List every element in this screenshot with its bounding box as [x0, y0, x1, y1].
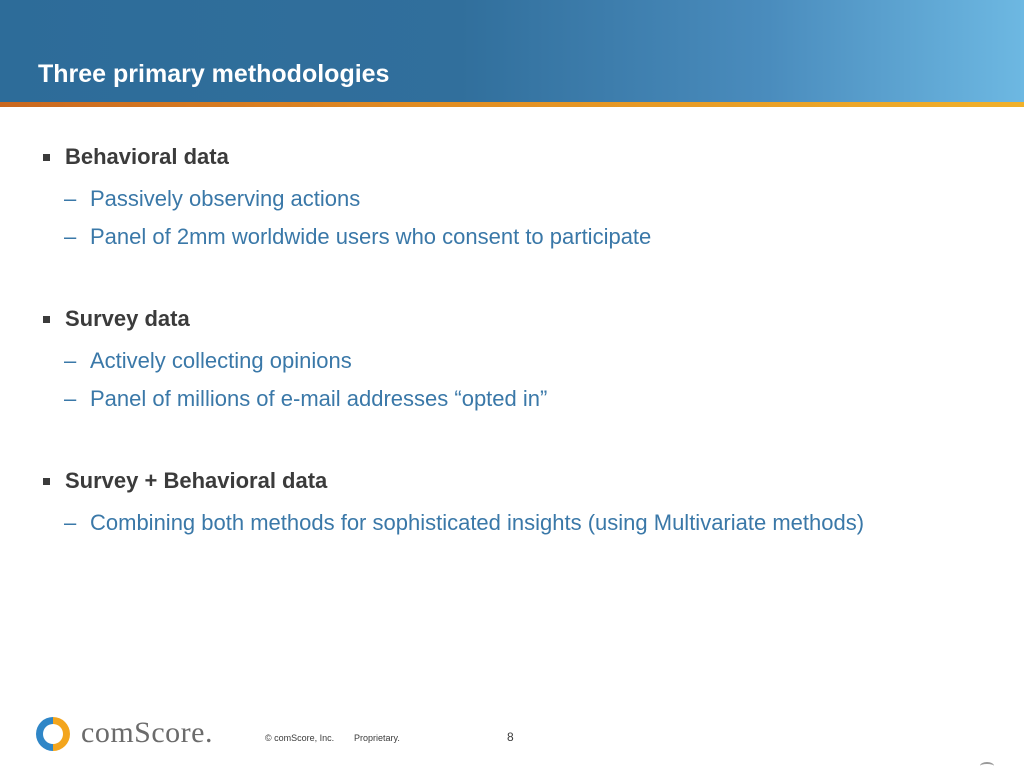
proprietary-notice: Proprietary. [354, 733, 400, 743]
sub-bullet-item [64, 382, 894, 416]
comscore-logo [33, 714, 243, 754]
square-bullet-icon [43, 478, 50, 485]
dash-bullet-icon: – [64, 224, 77, 249]
sub-bullet-text: Actively collecting opinions [90, 348, 352, 373]
dash-bullet-icon: – [64, 386, 77, 411]
sub-bullet-text: Panel of millions of e-mail addresses “opted in” [90, 386, 548, 411]
page-number: 8 [507, 730, 514, 744]
sub-bullet-item [64, 182, 894, 216]
sub-bullet-item [64, 344, 894, 378]
sub-bullet-item [64, 220, 894, 254]
comscore-logo-icon [33, 714, 73, 754]
logo-wordmark: comScore. [81, 716, 213, 749]
slide-title: Three primary methodologies [38, 60, 390, 88]
square-bullet-icon [43, 154, 50, 161]
section-heading-row [40, 467, 327, 495]
corner-decoration [980, 762, 994, 770]
section-heading-row [40, 305, 190, 333]
sub-bullet-text: Combining both methods for sophisticated insights (using Multivariate methods) [90, 510, 865, 535]
section-heading: Behavioral data [65, 144, 229, 169]
section-heading-row [40, 143, 229, 171]
sub-bullet-text: Panel of 2mm worldwide users who consent to participate [90, 224, 652, 249]
dash-bullet-icon: – [64, 186, 77, 211]
square-bullet-icon [43, 316, 50, 323]
sub-bullet-item [64, 506, 894, 540]
section-heading: Survey data [65, 306, 190, 331]
sub-bullet-text: Passively observing actions [90, 186, 361, 211]
dash-bullet-icon: – [64, 510, 77, 535]
dash-bullet-icon: – [64, 348, 77, 373]
section-heading: Survey + Behavioral data [65, 468, 328, 493]
copyright-notice: © comScore, Inc. [265, 733, 335, 743]
